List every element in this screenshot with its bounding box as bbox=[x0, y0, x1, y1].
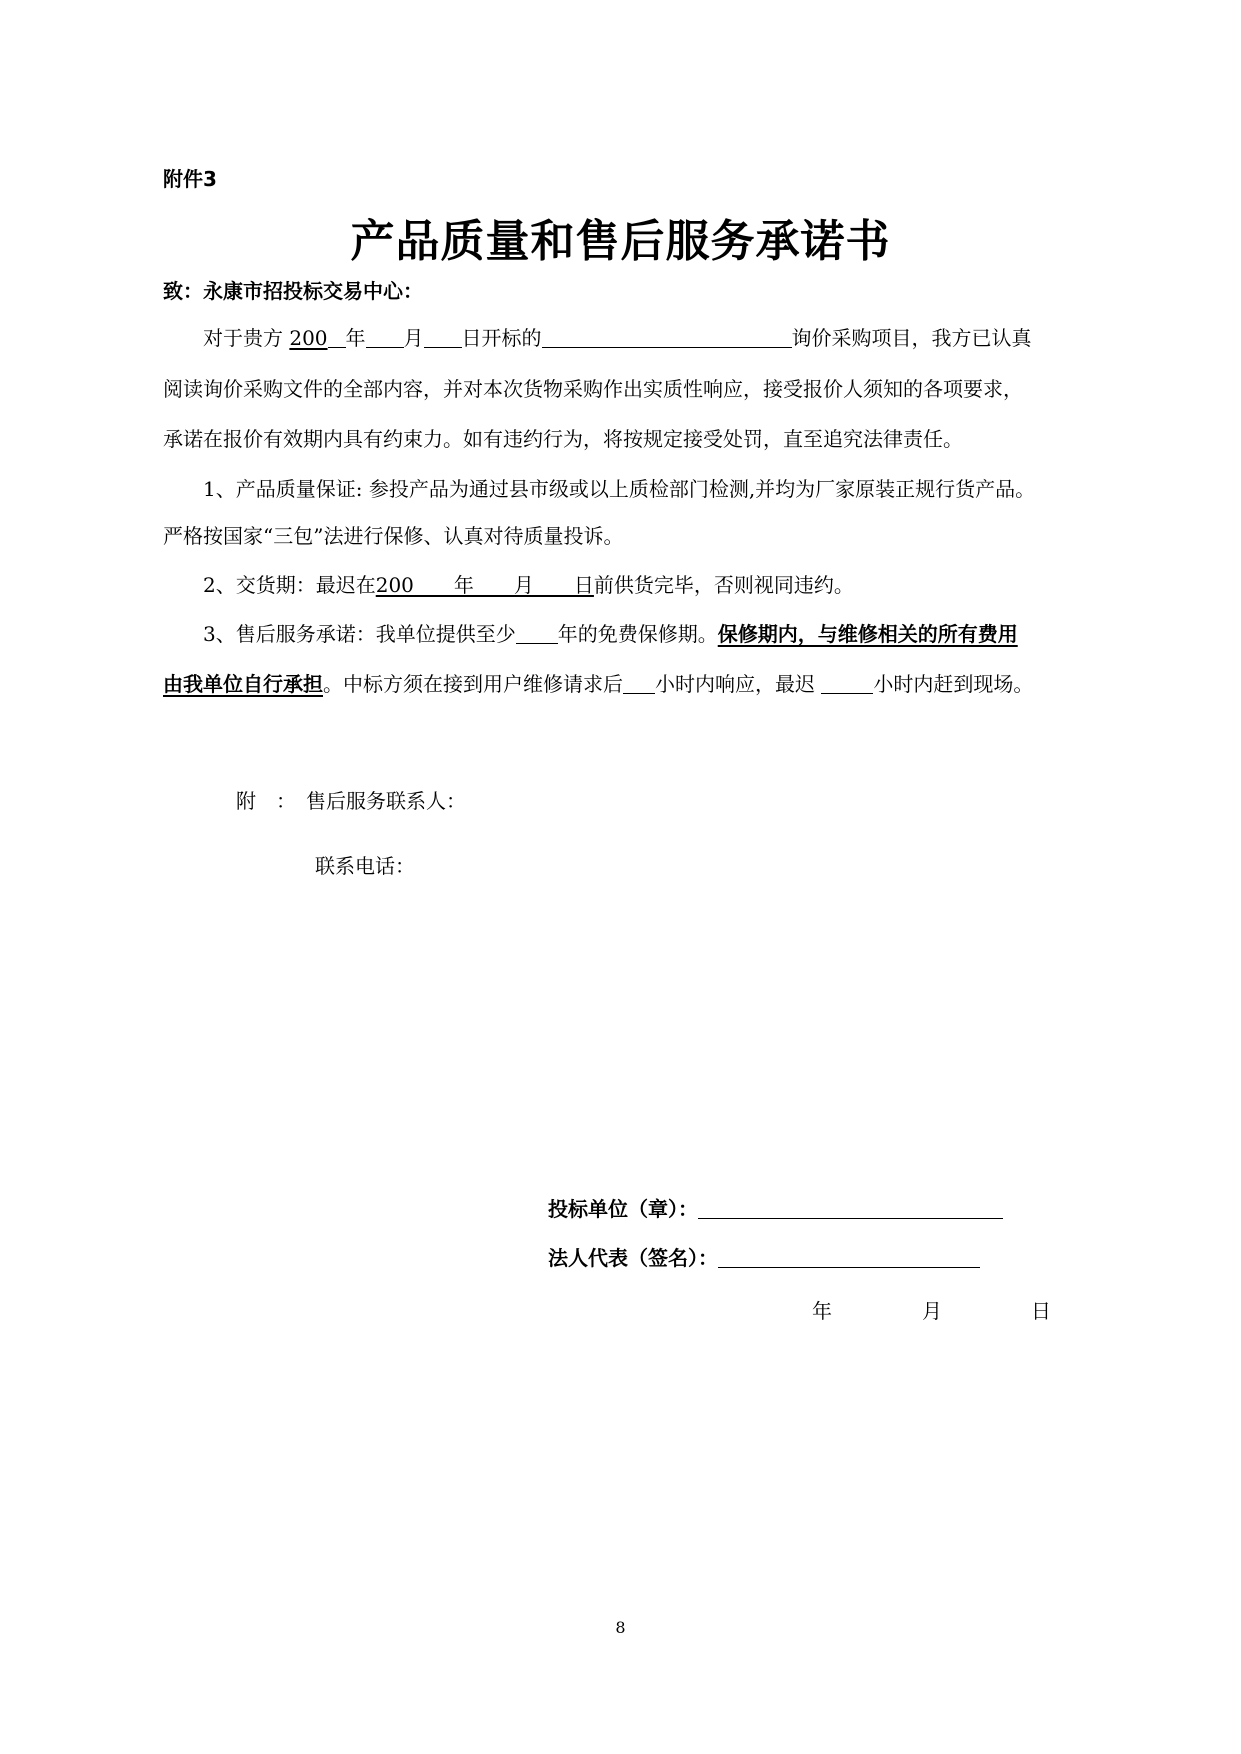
item3-line-2 bbox=[163, 668, 1033, 697]
item3-text: 。中标方须在接到用户维修请求后 bbox=[323, 672, 623, 696]
item3-text: 小时内赶到现场。 bbox=[873, 672, 1034, 696]
page-number: 8 bbox=[615, 1618, 626, 1637]
item2-text: 前供货完毕，否则视同违约。 bbox=[593, 573, 854, 597]
legal-rep-label: 法人代表（签名）： bbox=[548, 1246, 718, 1270]
sign-day: 日 bbox=[1031, 1299, 1051, 1323]
item3-bold-text: 保修期内，与维修相关的所有费用 bbox=[717, 622, 1018, 646]
service-contact-label: 附 ： 售后服务联系人： bbox=[236, 789, 466, 813]
attachment-label: 附件3 bbox=[163, 167, 217, 191]
intro-text: 对于贵方 bbox=[203, 326, 283, 350]
year-prefix: 200 bbox=[289, 326, 328, 350]
sign-month: 月 bbox=[922, 1299, 942, 1323]
year-label: 年 bbox=[345, 326, 366, 350]
warranty-years-blank bbox=[516, 621, 558, 644]
intro-line-1 bbox=[203, 322, 1032, 351]
legal-rep-row bbox=[548, 1242, 980, 1271]
addressee: 致：永康市招投标交易中心： bbox=[163, 279, 423, 303]
item3-bold-text: 由我单位自行承担 bbox=[163, 672, 323, 696]
sign-year: 年 bbox=[812, 1299, 832, 1323]
item2-line bbox=[203, 569, 854, 598]
bidder-unit-line bbox=[698, 1196, 1003, 1219]
intro-text: 询价采购项目，我方已认真 bbox=[791, 326, 1032, 350]
item3-text: 3、售后服务承诺：我单位提供至少 bbox=[203, 622, 516, 646]
intro-line-3: 承诺在报价有效期内具有约束力。如有违约行为，将按规定接受处罚，直至追究法律责任。 bbox=[163, 427, 963, 451]
arrival-hours-blank bbox=[821, 671, 873, 694]
item3-text: 年的免费保修期。 bbox=[557, 622, 718, 646]
month-blank bbox=[366, 325, 404, 348]
intro-line-2: 阅读询价采购文件的全部内容，并对本次货物采购作出实质性响应，接受报价人须知的各项要求， bbox=[163, 377, 1023, 401]
intro-text: 日开标的 bbox=[461, 326, 542, 350]
item1-line-2: 严格按国家“三包”法进行保修、认真对待质量投诉。 bbox=[163, 524, 624, 548]
bidder-unit-row bbox=[548, 1193, 1003, 1222]
response-hours-blank bbox=[623, 671, 655, 694]
contact-phone-label: 联系电话： bbox=[315, 854, 415, 878]
month-label: 月 bbox=[403, 326, 424, 350]
delivery-date-underlined: 200 年 月 日 bbox=[375, 573, 594, 597]
year-blank bbox=[328, 325, 346, 348]
item3-line-1 bbox=[203, 618, 1018, 647]
project-name-blank bbox=[542, 325, 792, 348]
item1-line-1: 1、产品质量保证: 参投产品为通过县市级或以上质检部门检测,并均为厂家原装正规行货产品。 bbox=[203, 477, 1036, 501]
legal-rep-line bbox=[718, 1245, 980, 1268]
bidder-unit-label: 投标单位（章）： bbox=[548, 1197, 698, 1221]
item3-text: 小时内响应，最迟 bbox=[655, 672, 815, 696]
day-blank bbox=[424, 325, 462, 348]
document-title: 产品质量和售后服务承诺书 bbox=[350, 216, 891, 267]
item2-text: 2、交货期：最迟在 bbox=[203, 573, 376, 597]
